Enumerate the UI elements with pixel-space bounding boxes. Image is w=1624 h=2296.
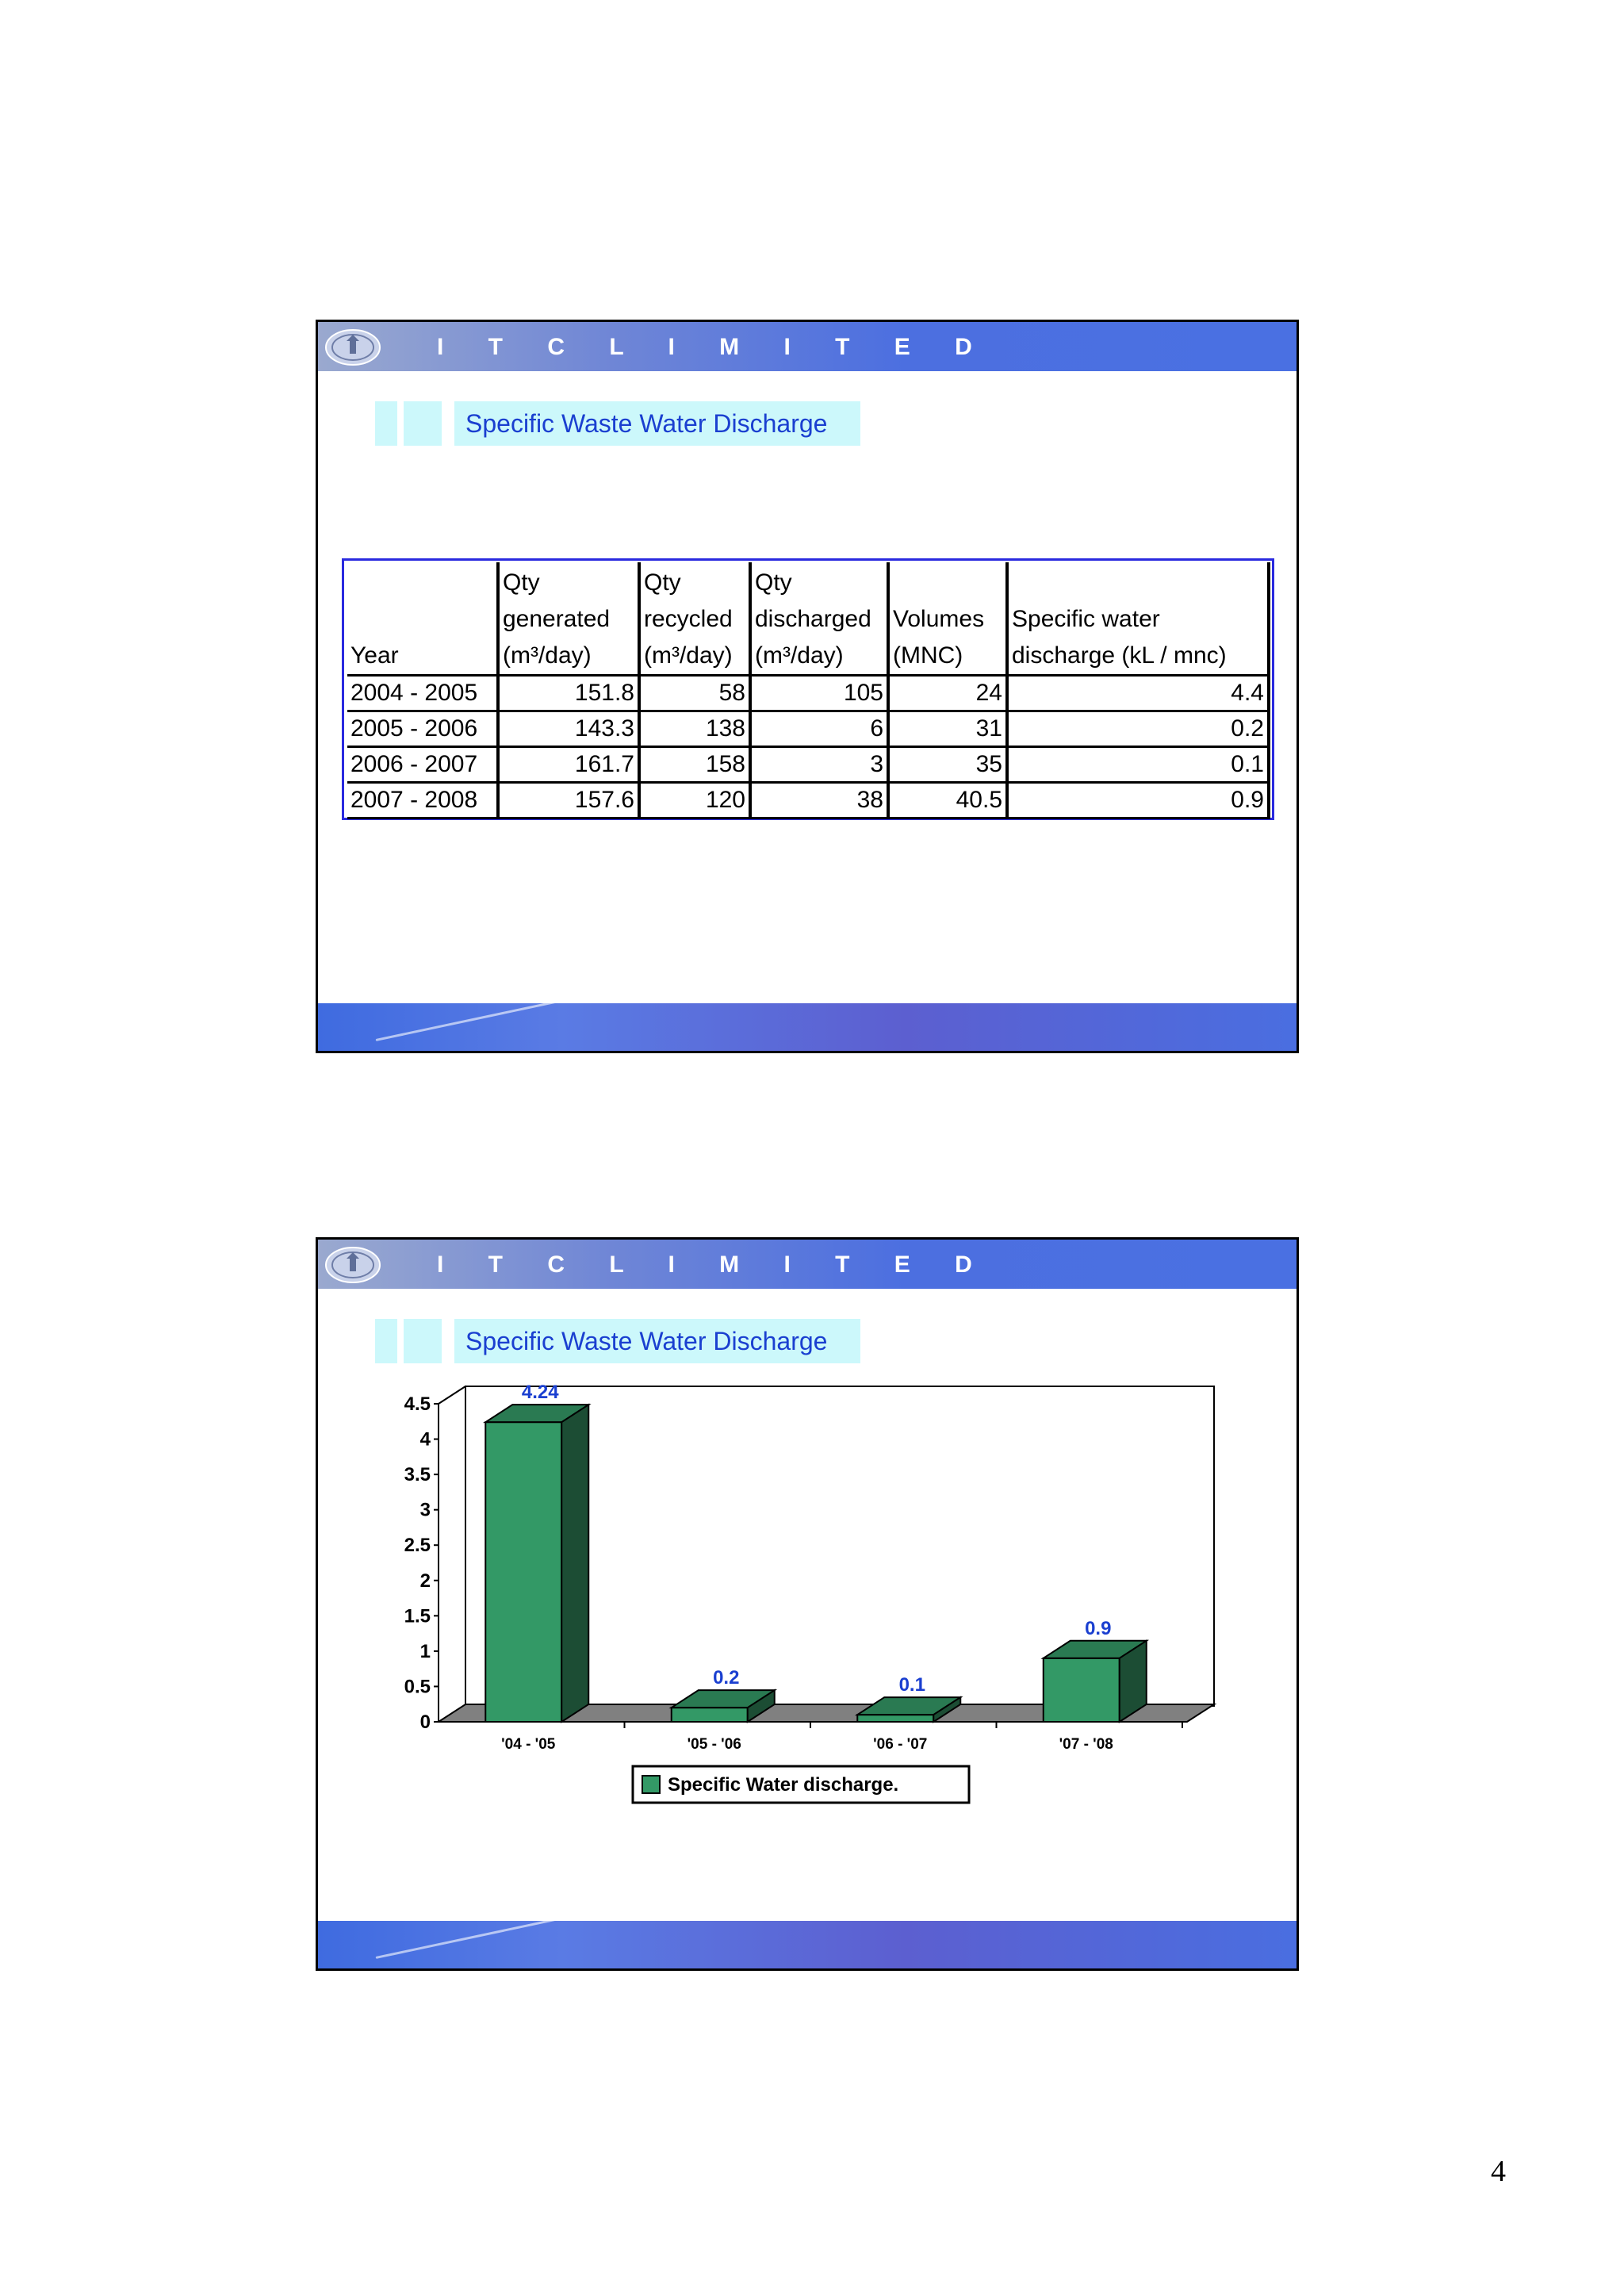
table-cell: 2005 - 2006 xyxy=(347,711,498,746)
title-accent xyxy=(375,401,397,446)
column-header: Qty generated (m³/day) xyxy=(498,562,639,675)
column-header: Qty recycled (m³/day) xyxy=(639,562,750,675)
table-cell: 0.1 xyxy=(1007,746,1269,782)
bar xyxy=(857,1715,933,1722)
table-row xyxy=(347,675,1269,711)
y-axis-depth xyxy=(439,1386,465,1404)
table-row xyxy=(347,782,1269,818)
company-name: I T C L I M I T E D xyxy=(437,334,991,360)
data-label: 0.2 xyxy=(713,1667,740,1689)
page-number: 4 xyxy=(1491,2155,1506,2188)
footer-streak xyxy=(376,1914,578,1959)
data-label: 0.9 xyxy=(1085,1617,1112,1639)
table-cell: 158 xyxy=(639,746,750,782)
column-header: Year xyxy=(347,562,498,675)
y-tick-label: 0.5 xyxy=(404,1676,431,1698)
bar-chart xyxy=(318,1240,1297,1968)
slide-chart xyxy=(316,1237,1299,1971)
table-cell: 40.5 xyxy=(888,782,1007,818)
y-tick-label: 3 xyxy=(419,1499,431,1521)
y-tick-label: 0 xyxy=(419,1711,431,1733)
table-cell: 6 xyxy=(750,711,888,746)
column-header: Volumes (MNC) xyxy=(888,562,1007,675)
x-tick-label: '06 - '07 xyxy=(873,1736,928,1753)
bar xyxy=(672,1708,748,1722)
data-table-frame xyxy=(342,558,1274,820)
table-cell: 38 xyxy=(750,782,888,818)
x-tick-label: '04 - '05 xyxy=(501,1736,556,1753)
table-cell: 24 xyxy=(888,675,1007,711)
y-tick-label: 4.5 xyxy=(404,1393,431,1415)
data-table xyxy=(347,562,1270,819)
bar-side xyxy=(561,1405,588,1722)
table-cell: 3 xyxy=(750,746,888,782)
table-cell: 161.7 xyxy=(498,746,639,782)
table-cell: 35 xyxy=(888,746,1007,782)
table-cell: 2007 - 2008 xyxy=(347,782,498,818)
table-cell: 0.2 xyxy=(1007,711,1269,746)
data-label: 0.1 xyxy=(898,1674,925,1696)
table-cell: 120 xyxy=(639,782,750,818)
x-tick-label: '05 - '06 xyxy=(687,1736,741,1753)
y-tick-label: 4 xyxy=(419,1428,431,1451)
slide-header xyxy=(318,322,1297,371)
table-row xyxy=(347,711,1269,746)
y-tick-label: 2 xyxy=(419,1570,431,1592)
table-header-row xyxy=(347,562,1269,675)
slide-footer xyxy=(318,1003,1297,1051)
table-cell: 2006 - 2007 xyxy=(347,746,498,782)
column-header: Specific water discharge (kL / mnc) xyxy=(1007,562,1269,675)
footer-streak xyxy=(376,996,578,1041)
table-cell: 138 xyxy=(639,711,750,746)
table-cell: 157.6 xyxy=(498,782,639,818)
table-cell: 31 xyxy=(888,711,1007,746)
table-cell: 151.8 xyxy=(498,675,639,711)
slide-footer xyxy=(318,1921,1297,1968)
legend-swatch xyxy=(642,1776,660,1793)
table-cell: 58 xyxy=(639,675,750,711)
table-cell: 143.3 xyxy=(498,711,639,746)
slide-title: Specific Waste Water Discharge xyxy=(465,1327,828,1355)
title-accent xyxy=(404,401,442,446)
y-tick-label: 3.5 xyxy=(404,1464,431,1486)
bar xyxy=(485,1422,561,1722)
company-name: I T C L I M I T E D xyxy=(437,1251,991,1278)
bar xyxy=(1044,1658,1120,1722)
y-tick-label: 2.5 xyxy=(404,1535,431,1557)
y-tick-label: 1.5 xyxy=(404,1605,431,1627)
table-cell: 105 xyxy=(750,675,888,711)
column-header: Qty discharged (m³/day) xyxy=(750,562,888,675)
x-tick-label: '07 - '08 xyxy=(1059,1736,1113,1753)
table-cell: 0.9 xyxy=(1007,782,1269,818)
table-cell: 4.4 xyxy=(1007,675,1269,711)
legend-label: Specific Water discharge. xyxy=(668,1774,899,1796)
slide-table xyxy=(316,320,1299,1053)
y-tick-label: 1 xyxy=(419,1640,431,1662)
itc-logo-icon xyxy=(323,327,383,368)
table-row xyxy=(347,746,1269,782)
slide-title: Specific Waste Water Discharge xyxy=(465,409,828,438)
table-cell: 2004 - 2005 xyxy=(347,675,498,711)
data-label: 4.24 xyxy=(521,1382,559,1404)
